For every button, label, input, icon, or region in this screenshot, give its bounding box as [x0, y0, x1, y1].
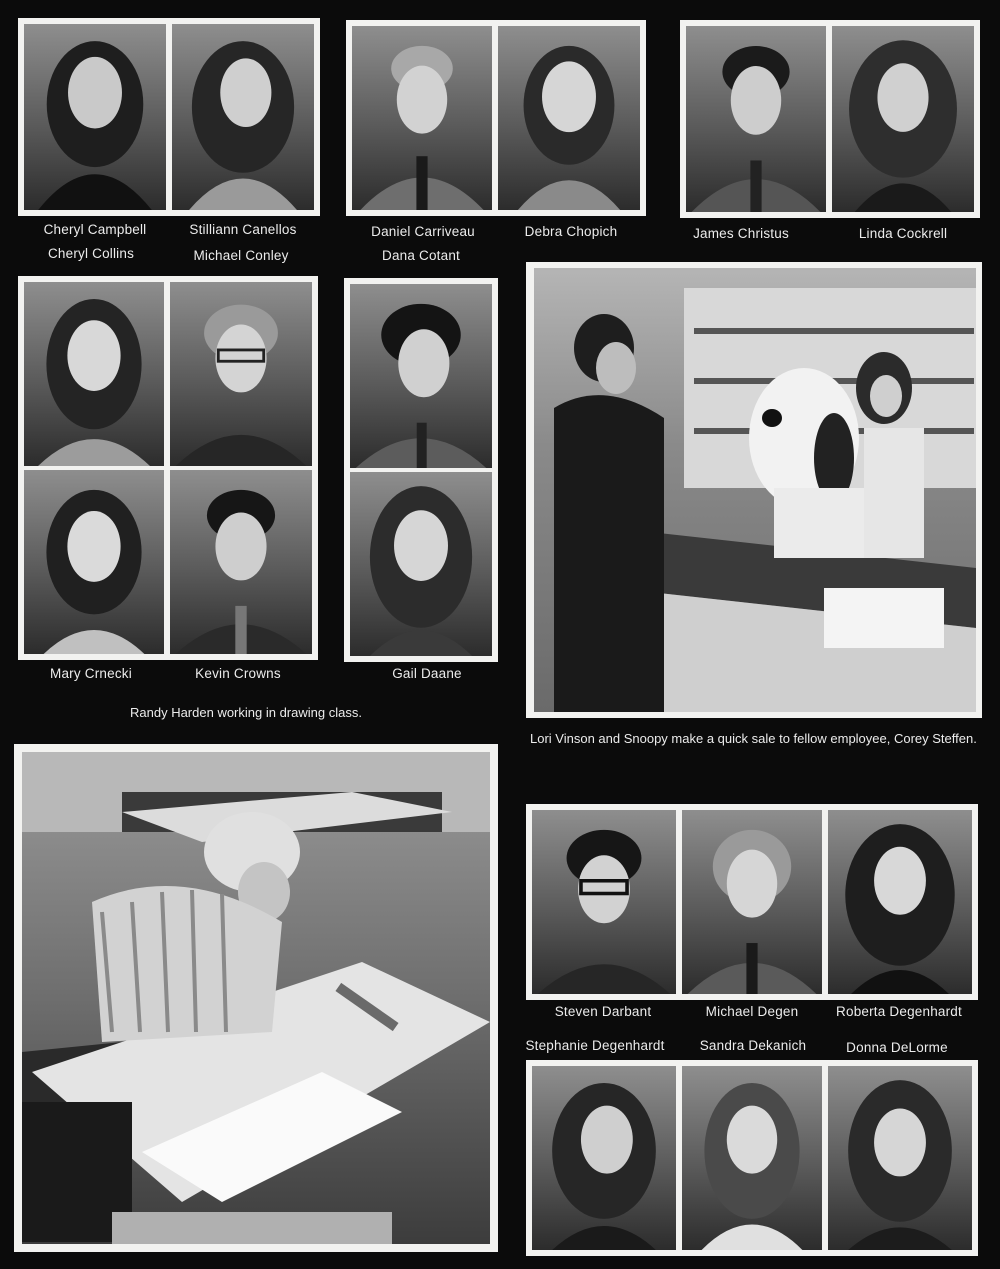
pharmacy-photo — [534, 268, 976, 712]
portrait-photo — [350, 284, 492, 468]
student-name: Daniel Carriveau — [371, 224, 475, 239]
student-name: Roberta Degenhardt — [836, 1004, 962, 1019]
drawing-class-caption: Randy Harden working in drawing class. — [130, 705, 362, 720]
portrait-photo — [350, 472, 492, 656]
student-name: Stilliann Canellos — [189, 222, 297, 237]
drawing-class-photo — [22, 752, 490, 1244]
portrait-photo — [828, 810, 972, 994]
student-name: Steven Darbant — [554, 1004, 652, 1019]
portrait-photo — [24, 24, 166, 210]
student-name: Gail Daane — [392, 666, 462, 681]
student-name: Sandra Dekanich — [699, 1038, 807, 1053]
student-name: Linda Cockrell — [858, 226, 948, 241]
portrait-photo — [170, 282, 312, 466]
portrait-photo — [352, 26, 492, 210]
portrait-photo — [24, 282, 164, 466]
portrait-photo — [832, 26, 974, 212]
portrait-frame-7 — [526, 1060, 978, 1256]
portrait-frame-6 — [526, 804, 978, 1000]
student-name: Cheryl Campbell — [43, 222, 147, 237]
portrait-photo — [172, 24, 314, 210]
portrait-photo — [682, 810, 822, 994]
portrait-photo — [532, 810, 676, 994]
portrait-photo — [532, 1066, 676, 1250]
student-name: Cheryl Collins — [47, 246, 135, 261]
portrait-frame-3 — [680, 20, 980, 218]
student-name: Michael Conley — [193, 248, 289, 263]
drawing-class-photo-frame — [14, 744, 498, 1252]
portrait-photo — [498, 26, 640, 210]
student-name: Mary Crnecki — [50, 666, 132, 681]
student-name: James Christus — [693, 226, 789, 241]
portrait-frame-1 — [18, 18, 320, 216]
pharmacy-photo-frame — [526, 262, 982, 718]
portrait-photo — [170, 470, 312, 654]
student-name: Michael Degen — [705, 1004, 799, 1019]
portrait-photo — [828, 1066, 972, 1250]
portrait-photo — [24, 470, 164, 654]
student-name: Stephanie Degenhardt — [525, 1038, 665, 1053]
portrait-frame-5 — [344, 278, 498, 662]
pharmacy-caption: Lori Vinson and Snoopy make a quick sale to fellow employee, Corey Steffen. — [530, 731, 977, 746]
portrait-frame-4 — [18, 276, 318, 660]
student-name: Debra Chopich — [524, 224, 618, 239]
portrait-frame-2 — [346, 20, 646, 216]
student-name: Dana Cotant — [382, 248, 460, 263]
portrait-photo — [686, 26, 826, 212]
student-name: Kevin Crowns — [195, 666, 281, 681]
portrait-photo — [682, 1066, 822, 1250]
student-name: Donna DeLorme — [846, 1040, 948, 1055]
